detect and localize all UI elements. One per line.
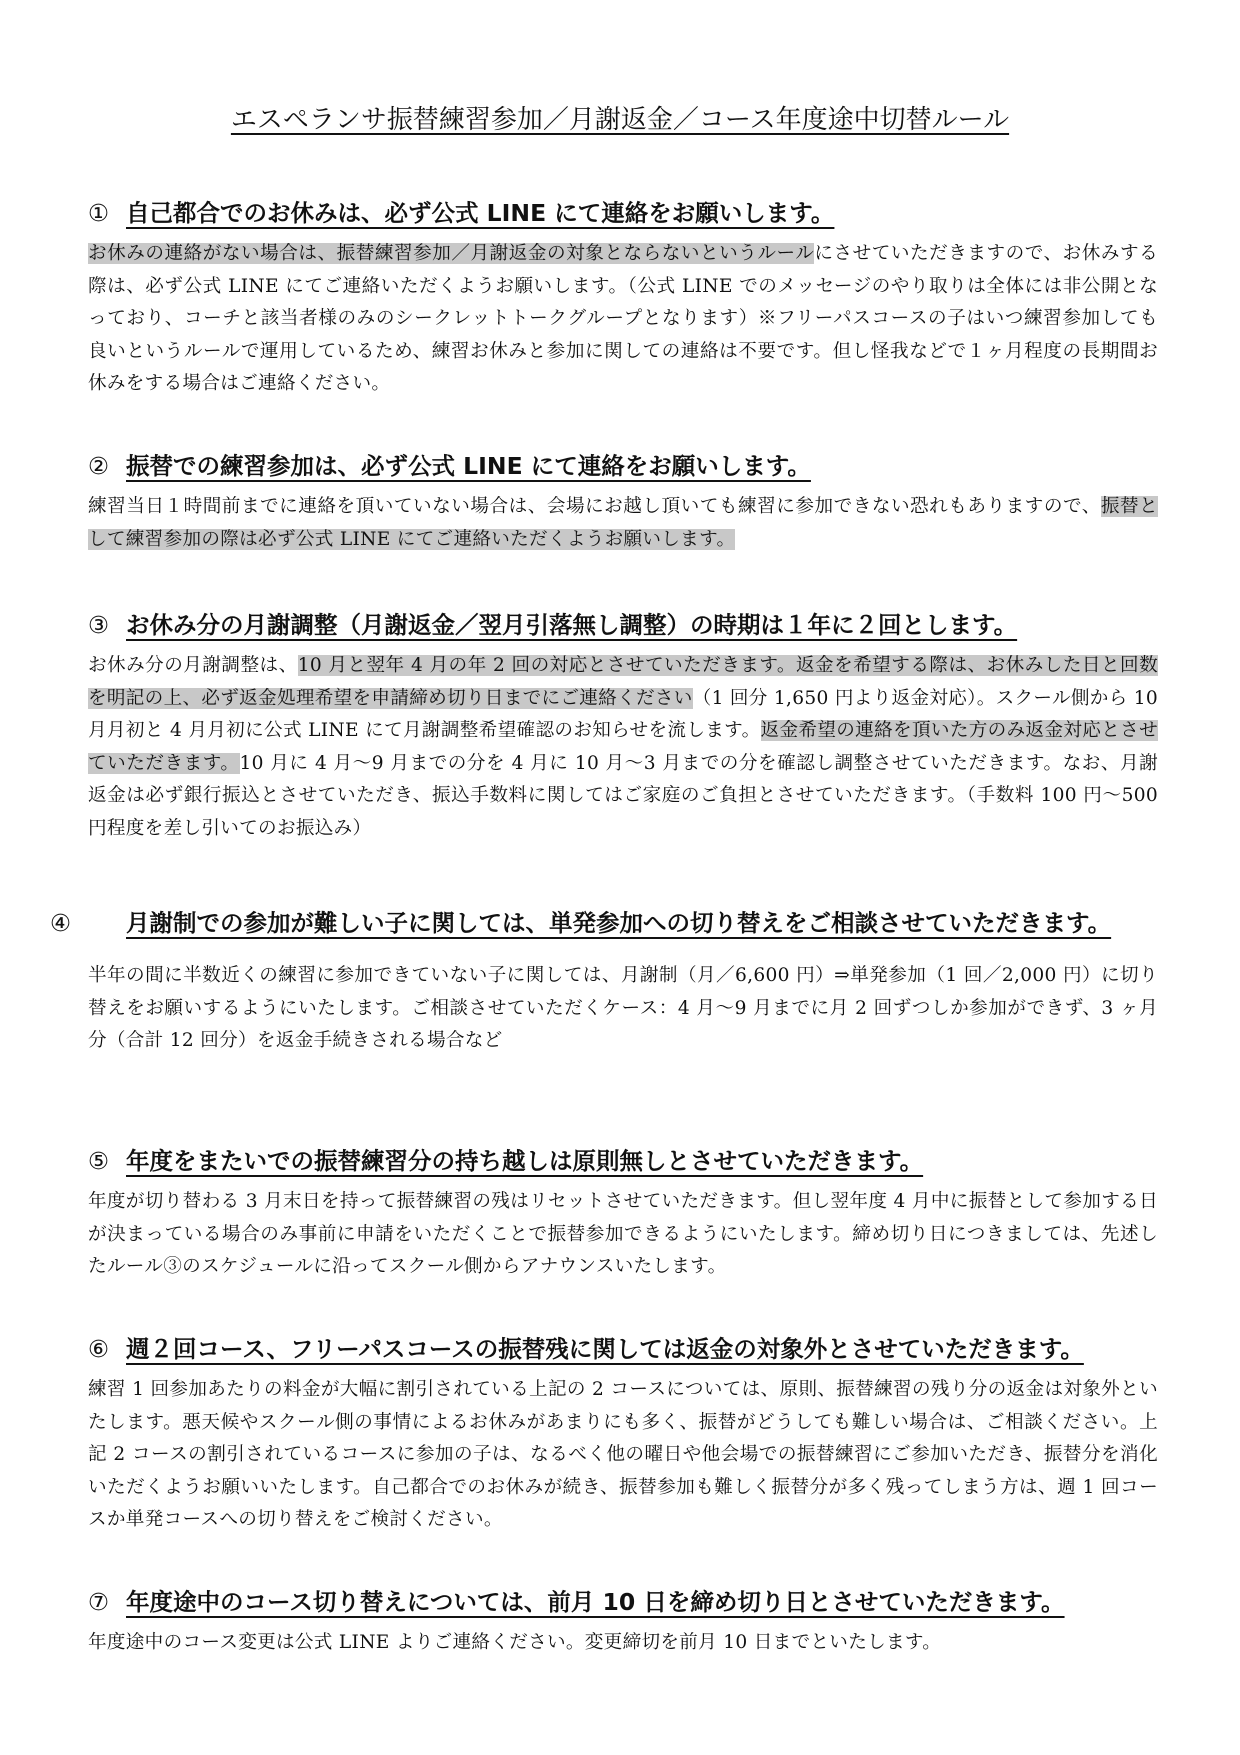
section-2-heading-text: 振替での練習参加は、必ず公式 LINE にて連絡をお願いします。 bbox=[126, 452, 811, 480]
section-5 bbox=[88, 1144, 1158, 1284]
section-3-heading bbox=[88, 608, 1158, 642]
section-3-number: ③ bbox=[88, 611, 110, 639]
section-6-text: 練習 1 回参加あたりの料金が大幅に割引されている上記の 2 コースについては、原則、振替練習の残り分の返金は対象外といたします。悪天候やスクール側の事情によるお休みがあまりにも多く、振替がどうしても難しい場合は、ご相談ください。上記 2 コースの割引されているコースに参加の子は、なるべく他の曜日や他会場での振替練習にご参加いただき、振替分を消化いただくようお願いいたします。自己都合でのお休みが続き、振替参加も難しく振替分が多く残ってしまう方は、週 1 回コースか単発コースへの切り替えをご検討ください。 bbox=[88, 1379, 1158, 1530]
section-7-heading-text: 年度途中のコース切り替えについては、前月 10 日を締め切り日とさせていただきます。 bbox=[126, 1588, 1065, 1616]
section-6-heading bbox=[88, 1332, 1158, 1366]
section-1-highlight: お休みの連絡がない場合は、振替練習参加／月謝返金の対象とならないというルール bbox=[88, 243, 815, 264]
section-1 bbox=[88, 196, 1158, 401]
section-1-heading bbox=[88, 196, 1158, 230]
section-5-text: 年度が切り替わる 3 月末日を持って振替練習の残はリセットさせていただきます。但し翌年度 4 月中に振替として参加する日が決まっている場合のみ事前に申請をいただくことで振替参加できるようにいたします。締め切り日につきましては、先述したルール③のスケジュールに沿ってスクール側からアナウンスいたします。 bbox=[88, 1191, 1158, 1277]
section-1-heading-text: 自己都合でのお休みは、必ず公式 LINE にて連絡をお願いします。 bbox=[126, 199, 835, 227]
section-3-text-c: 10 月に 4 月～9 月までの分を 4 月に 10 月～3 月までの分を確認し調整させていただきます。なお、月謝返金は必ず銀行振込とさせていただき、振込手数料に関してはご家庭のご負担とさせていただきます。（手数料 100 円～500 円程度を差し引いてのお振込み） bbox=[88, 752, 1158, 839]
section-2-text: 練習当日１時間前までに連絡を頂いていない場合は、会場にお越し頂いても練習に参加できない恐れもありますので、 bbox=[88, 496, 1101, 517]
section-2-number: ② bbox=[88, 452, 110, 480]
section-4-number: ④ bbox=[50, 909, 72, 937]
section-1-text: にさせていただきますので、お休みする際は、必ず公式 LINE にてご連絡いただくようお願いします。（公式 LINE でのメッセージのやり取りは全体には非公開となっており、コーチと該当者様のみのシークレットトークグループとなります）※フリーパスコースの子はいつ練習参加しても良いというルールで運用しているため、練習お休みと参加に関しての連絡は不要です。但し怪我などで１ヶ月程度の長期間お休みをする場合はご連絡ください。 bbox=[88, 243, 1158, 394]
section-3 bbox=[88, 608, 1158, 845]
document-title-text: エスペランサ振替練習参加／月謝返金／コース年度途中切替ルール bbox=[230, 105, 1010, 135]
section-7-heading bbox=[88, 1585, 1158, 1619]
section-3-text-a: お休み分の月謝調整は、 bbox=[88, 655, 298, 676]
section-5-body bbox=[88, 1186, 1158, 1284]
section-6 bbox=[88, 1332, 1158, 1537]
section-5-number: ⑤ bbox=[88, 1147, 110, 1175]
section-7-number: ⑦ bbox=[88, 1588, 110, 1616]
section-2 bbox=[88, 449, 1158, 556]
section-4-text: 半年の間に半数近くの練習に参加できていない子に関しては、月謝制（月／6,600 円）⇒単発参加（1 回／2,000 円）に切り替えをお願いするようにいたします。ご相談させていただくケース：4 月～9 月までに月 2 回ずつしか参加ができず、3 ヶ月分（合計 12 回分）を返金手続きされる場合など bbox=[88, 965, 1158, 1051]
section-6-number: ⑥ bbox=[88, 1335, 110, 1363]
section-3-highlight-b: 返金希望の連絡を頂いた方のみ返金対応とさせていただきます。 bbox=[88, 720, 1158, 774]
section-2-body bbox=[88, 491, 1158, 556]
section-6-body bbox=[88, 1374, 1158, 1537]
section-3-body bbox=[88, 650, 1158, 845]
section-6-heading-text: 週２回コース、フリーパスコースの振替残に関しては返金の対象外とさせていただきます。 bbox=[126, 1335, 1084, 1363]
section-4 bbox=[50, 890, 1158, 1058]
section-2-heading bbox=[88, 449, 1158, 483]
section-7 bbox=[88, 1585, 1158, 1660]
section-7-text: 年度途中のコース変更は公式 LINE よりご連絡ください。変更締切を前月 10 日までといたします。 bbox=[88, 1632, 942, 1653]
section-4-body bbox=[88, 960, 1158, 1058]
document-title bbox=[0, 102, 1240, 138]
section-3-highlight-a: 10 月と翌年 4 月の年 2 回の対応とさせていただきます。返金を希望する際は、お休みした日と回数を明記の上、必ず返金処理希望を申請締め切り日までにご連絡ください bbox=[88, 655, 1158, 709]
section-5-heading bbox=[88, 1144, 1158, 1178]
section-3-text-b: （1 回分 1,650 円より返金対応）。スクール側から 10 月月初と 4 月月初に公式 LINE にて月謝調整希望確認のお知らせを流します。 bbox=[88, 687, 1158, 741]
section-4-heading-text: 月謝制での参加が難しい子に関しては、単発参加への切り替えをご相談させていただきます。 bbox=[126, 909, 1112, 937]
section-5-heading-text: 年度をまたいでの振替練習分の持ち越しは原則無しとさせていただきます。 bbox=[126, 1147, 924, 1175]
section-1-body bbox=[88, 238, 1158, 401]
section-7-body bbox=[88, 1627, 1158, 1660]
section-4-heading bbox=[50, 890, 1158, 956]
section-3-heading-text: お休み分の月謝調整（月謝返金／翌月引落無し調整）の時期は１年に２回とします。 bbox=[126, 611, 1018, 639]
section-1-number: ① bbox=[88, 199, 110, 227]
section-2-highlight: 振替として練習参加の際は必ず公式 LINE にてご連絡いただくようお願いします。 bbox=[88, 496, 1159, 550]
